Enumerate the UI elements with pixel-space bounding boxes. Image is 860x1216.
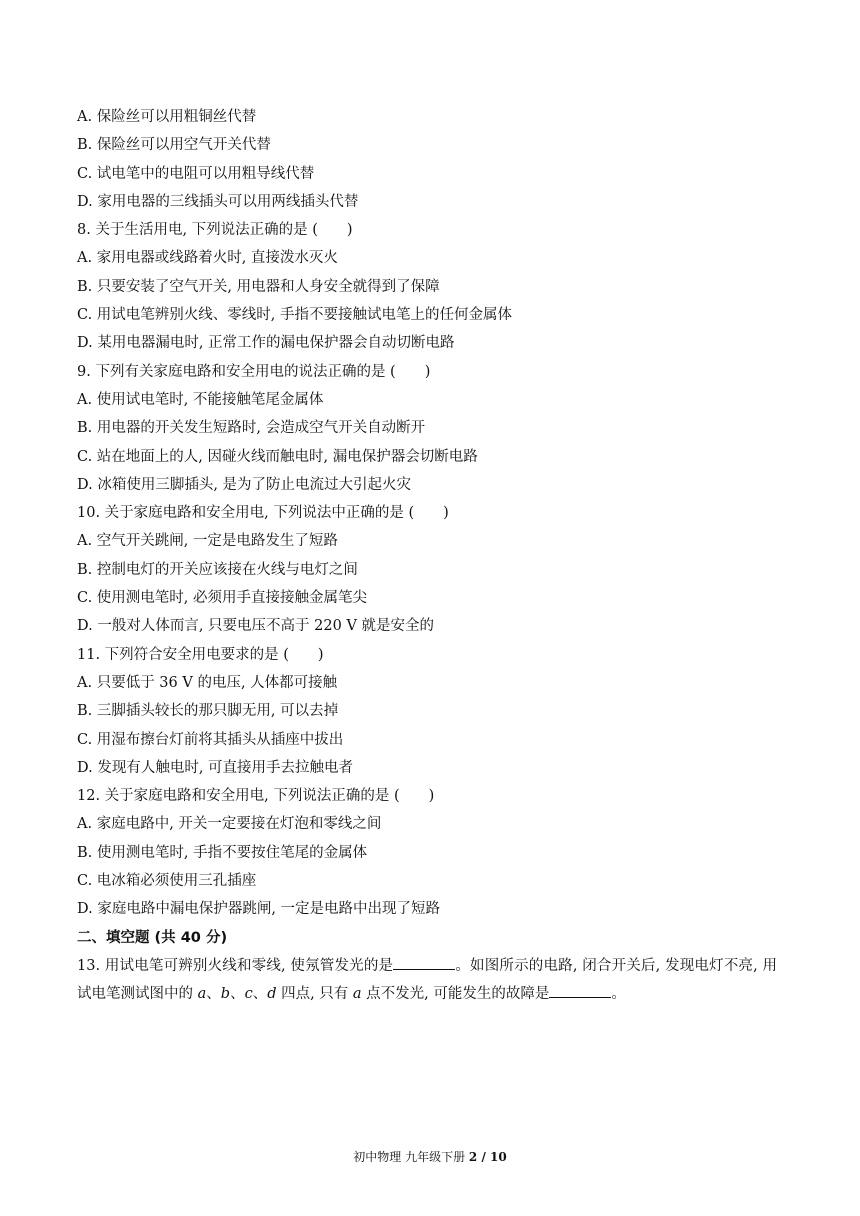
option-line: C. 试电笔中的电阻可以用粗导线代替 [77,165,315,182]
answer-blank [549,983,611,998]
option-line: C. 电冰箱必须使用三孔插座 [77,873,257,890]
option-line: D. 冰箱使用三脚插头, 是为了防止电流过大引起火灾 [77,476,412,493]
option-line: A. 空气开关跳闸, 一定是电路发生了短路 [77,533,338,550]
footer-text: 初中物理 九年级下册 [353,1150,469,1164]
question-10: 10. 关于家庭电路和安全用电, 下列说法中正确的是 ( ) [77,505,449,522]
answer-blank [393,955,455,970]
option-line: D. 家用电器的三线插头可以用两线插头代替 [77,193,359,210]
option-line: A. 家用电器或线路着火时, 直接泼水灭火 [77,250,338,267]
option-line: A. 只要低于 36 V 的电压, 人体都可接触 [77,674,338,691]
question-13 [77,952,777,1009]
separator: 、 [206,986,221,1003]
option-line: C. 使用测电笔时, 必须用手直接接触金属笔尖 [77,590,368,607]
page-footer [0,1148,860,1165]
option-line: D. 某用电器漏电时, 正常工作的漏电保护器会自动切断电路 [77,335,455,352]
q13-text: 。如图所示的电路, 闭合开关后, 发现电灯不亮, 用试电笔测试图中的 [77,957,777,1003]
option-line: D. 家庭电路中漏电保护器跳闸, 一定是电路中出现了短路 [77,901,441,918]
option-line: C. 用湿布擦台灯前将其插头从插座中拔出 [77,731,344,748]
q13-text: 点不发光, 可能发生的故障是 [361,986,550,1003]
option-line: B. 三脚插头较长的那只脚无用, 可以去掉 [77,703,339,720]
page-number: 2 / 10 [468,1150,507,1164]
option-line: A. 使用试电笔时, 不能接触笔尾金属体 [77,391,324,408]
option-line: C. 站在地面上的人, 因碰火线而触电时, 漏电保护器会切断电路 [77,448,478,465]
document-body [77,103,777,1009]
point-label: a [352,986,362,1003]
section-title: 二、填空题 (共 40 分) [77,929,228,946]
q13-text: 。 [611,986,626,1003]
separator: 、 [252,986,268,1003]
option-line: B. 保险丝可以用空气开关代替 [77,137,271,154]
option-line: B. 只要安装了空气开关, 用电器和人身安全就得到了保障 [77,278,440,295]
question-9: 9. 下列有关家庭电路和安全用电的说法正确的是 ( ) [77,363,431,380]
option-line: A. 家庭电路中, 开关一定要接在灯泡和零线之间 [77,816,382,833]
point-label: a [197,986,207,1003]
question-8: 8. 关于生活用电, 下列说法正确的是 ( ) [77,222,353,239]
option-line: B. 使用测电笔时, 手指不要按住笔尾的金属体 [77,844,368,861]
q13-text: 四点, 只有 [276,986,353,1003]
option-line: B. 用电器的开关发生短路时, 会造成空气开关自动断开 [77,420,426,437]
point-label: c [244,986,253,1003]
option-line: B. 控制电灯的开关应该接在火线与电灯之间 [77,561,358,578]
option-line: D. 发现有人触电时, 可直接用手去拉触电者 [77,759,354,776]
option-line: A. 保险丝可以用粗铜丝代替 [77,109,257,125]
q13-text: 13. 用试电笔可辨别火线和零线, 使氖管发光的是 [77,957,394,974]
question-12: 12. 关于家庭电路和安全用电, 下列说法正确的是 ( ) [77,788,435,805]
point-label: b [220,986,231,1003]
option-line: C. 用试电笔辨别火线、零线时, 手指不要接触试电笔上的任何金属体 [77,307,513,324]
separator: 、 [230,986,245,1003]
point-label: d [267,986,277,1003]
question-11: 11. 下列符合安全用电要求的是 ( ) [77,646,324,663]
option-line: D. 一般对人体而言, 只要电压不高于 220 V 就是安全的 [77,618,435,635]
